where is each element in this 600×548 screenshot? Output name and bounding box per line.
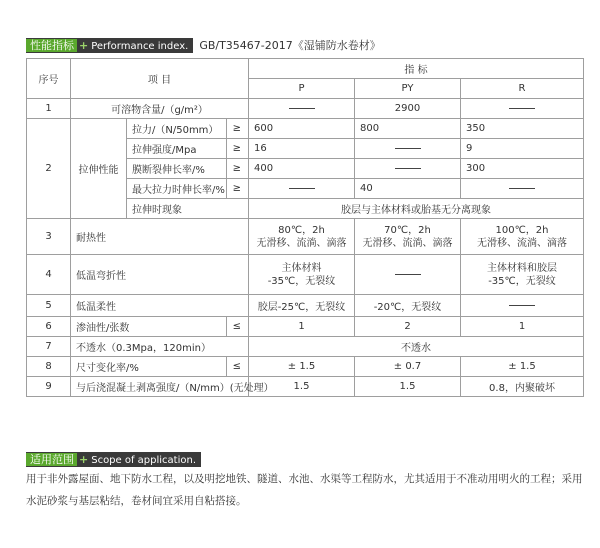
- header-p: P: [249, 79, 355, 99]
- table-row: [27, 99, 584, 119]
- cell-r: [461, 99, 584, 119]
- row-no: 4: [27, 255, 71, 295]
- row-no: 1: [27, 99, 71, 119]
- cell-r: 350: [461, 119, 584, 139]
- row-no: 6: [27, 317, 71, 337]
- row-item: 渗油性/张数: [71, 317, 227, 337]
- table-row: [27, 337, 584, 357]
- le-symbol: ≤: [227, 357, 249, 377]
- cell-py: 800: [355, 119, 461, 139]
- dash-icon: [509, 305, 535, 306]
- cell-p: 600: [249, 119, 355, 139]
- cell-py: -20℃，无裂纹: [355, 295, 461, 317]
- plus-icon: +: [79, 38, 89, 52]
- standard-title: GB/T35467-2017《湿铺防水卷材》: [199, 39, 381, 52]
- scope-tag-zh: 适用范围: [26, 453, 77, 466]
- cell-p: ± 1.5: [249, 357, 355, 377]
- performance-tag-en: Performance index.: [91, 40, 189, 52]
- scope-tag: [26, 452, 201, 467]
- cell-r: [461, 179, 584, 199]
- table-row: [27, 377, 584, 397]
- sub-item: 拉伸时现象: [127, 199, 249, 219]
- sub-item: 膜断裂伸长率/%: [127, 159, 227, 179]
- performance-tag: [26, 38, 193, 53]
- cell-p: [249, 179, 355, 199]
- cell-py: ± 0.7: [355, 357, 461, 377]
- cell-py: [355, 255, 461, 295]
- row-no: 8: [27, 357, 71, 377]
- cell-r: ± 1.5: [461, 357, 584, 377]
- row-item: 低温柔性: [71, 295, 249, 317]
- row-item: 不透水（0.3Mpa，120min）: [71, 337, 249, 357]
- sub-item: 拉力/（N/50mm）: [127, 119, 227, 139]
- cell-p: 80℃，2h 无滑移、流淌、滴落: [249, 219, 355, 255]
- row-item: 与后浇混凝土剥离强度/（N/mm）(无处理）: [71, 377, 249, 397]
- cell-p: 主体材料 -35℃，无裂纹: [249, 255, 355, 295]
- cell-p: 16: [249, 139, 355, 159]
- cell-r: 主体材料和胶层 -35℃，无裂纹: [461, 255, 584, 295]
- row-no: 7: [27, 337, 71, 357]
- ge-symbol: ≥: [227, 139, 249, 159]
- le-symbol: ≤: [227, 317, 249, 337]
- cell-py: 40: [355, 179, 461, 199]
- cell-merged: 不透水: [249, 337, 584, 357]
- header-py: PY: [355, 79, 461, 99]
- sub-item: 最大拉力时伸长率/%: [127, 179, 227, 199]
- cell-p: 胶层-25℃，无裂纹: [249, 295, 355, 317]
- header-index: 指 标: [249, 59, 584, 79]
- cell-r: 9: [461, 139, 584, 159]
- performance-tag-zh: 性能指标: [26, 39, 77, 52]
- row-no: 9: [27, 377, 71, 397]
- dash-icon: [509, 188, 535, 189]
- cell-merged: 胶层与主体材料或胎基无分离现象: [249, 199, 584, 219]
- cell-p: 1: [249, 317, 355, 337]
- scope-tag-en: Scope of application.: [91, 455, 197, 466]
- table-row: [27, 317, 584, 337]
- row-group: 拉伸性能: [71, 119, 127, 219]
- row-item: 可溶物含量/（g/m²）: [71, 99, 249, 119]
- row-item: 耐热性: [71, 219, 249, 255]
- cell-r: 300: [461, 159, 584, 179]
- table-row: [27, 295, 584, 317]
- plus-icon: +: [79, 453, 89, 466]
- table-row: [27, 357, 584, 377]
- cell-py: 70℃，2h 无滑移、流淌、滴落: [355, 219, 461, 255]
- table-header-row: [27, 59, 584, 79]
- row-no: 5: [27, 295, 71, 317]
- header-r: R: [461, 79, 584, 99]
- header-seq: 序号: [27, 59, 71, 99]
- table-row: [27, 255, 584, 295]
- cell-p: [249, 99, 355, 119]
- sub-item: 拉伸强度/Mpa: [127, 139, 227, 159]
- cell-p: 400: [249, 159, 355, 179]
- cell-py: 2: [355, 317, 461, 337]
- cell-r: 1: [461, 317, 584, 337]
- cell-r: [461, 295, 584, 317]
- dash-icon: [395, 148, 421, 149]
- performance-header: [26, 37, 381, 53]
- dash-icon: [289, 108, 315, 109]
- ge-symbol: ≥: [227, 119, 249, 139]
- performance-table: [26, 58, 584, 397]
- cell-py: 2900: [355, 99, 461, 119]
- header-item: 项 目: [71, 59, 249, 99]
- row-no: 2: [27, 119, 71, 219]
- ge-symbol: ≥: [227, 159, 249, 179]
- cell-p: 1.5: [249, 377, 355, 397]
- row-item: 尺寸变化率/%: [71, 357, 227, 377]
- ge-symbol: ≥: [227, 179, 249, 199]
- cell-py: [355, 159, 461, 179]
- scope-text: 用于非外露屋面、地下防水工程，以及明挖地铁、隧道、水池、水渠等工程防水，尤其适用于不准动用明火的工程；采用水泥砂浆与基层粘结，卷材间宜采用自粘搭接。: [26, 473, 583, 507]
- dash-icon: [395, 168, 421, 169]
- table-row: [27, 119, 584, 139]
- cell-py: [355, 139, 461, 159]
- scope-header: [26, 452, 201, 467]
- table-row: [27, 219, 584, 255]
- cell-py: 1.5: [355, 377, 461, 397]
- dash-icon: [509, 108, 535, 109]
- dash-icon: [289, 188, 315, 189]
- dash-icon: [395, 274, 421, 275]
- cell-r: 0.8，内聚破坏: [461, 377, 584, 397]
- row-no: 3: [27, 219, 71, 255]
- cell-r: 100℃，2h 无滑移、流淌、滴落: [461, 219, 584, 255]
- row-item: 低温弯折性: [71, 255, 249, 295]
